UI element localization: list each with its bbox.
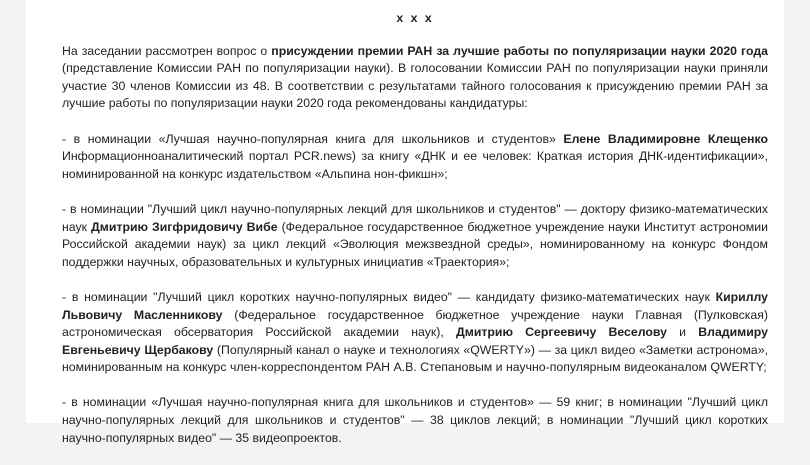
nomination-lectures-paragraph [62, 201, 768, 271]
nomination-lectures-text-1: - в номинации "Лучший цикл научно-популярных лекций для школьников и студентов" — доктору физико-математических наук [62, 201, 768, 234]
nomination-video-text-3: и [666, 325, 699, 340]
section-separator: x x x [396, 11, 434, 25]
nomination-video-text-1: - в номинации "Лучший цикл коротких научно-популярных видео" — кандидату физико-математических наук [62, 289, 716, 304]
intro-award-title: присуждении премии РАН за лучшие работы по популяризации науки 2020 года [271, 43, 768, 58]
summary-text: - в номинации «Лучшая научно-популярная книга для школьников и студентов» — 59 книг; в номинации "Лучший цикл научно-популярных лекций для школьников и студентов" — 38 циклов лекций; в номинации "Лучший цикл коротких научно-популярных видео" — 35 видеопроектов. [62, 395, 768, 445]
laureate-kleshchenko: Елене Владимировне Клещенко [563, 131, 768, 146]
nomination-book-paragraph [62, 131, 768, 184]
intro-text-1: На заседании рассмотрен вопрос о [62, 43, 272, 58]
nomination-book-text-2: Информационноаналитический портал PCR.news) за книгу «ДНК и ее человек: Краткая история ДНК-идентификации», номинированной на конкурс издательством «Альпина нон-фикшн»; [62, 149, 768, 181]
nomination-video-text-2: (Федеральное государственное бюджетное учреждение науки Главная (Пулковская) астрономическая обсерватория Российской академии наук), [62, 307, 768, 340]
laureate-maslennikov: Кириллу Львовичу Масленникову [62, 289, 768, 322]
intro-paragraph [62, 43, 768, 113]
laureate-shcherbakov: Владимиру Евгеньевичу Щербакову [62, 325, 768, 357]
laureate-vibe: Дмитрию Зигфридовичу Вибе [91, 219, 278, 234]
document-content [62, 10, 768, 465]
document-page [26, 0, 784, 445]
intro-text-2: (представление Комиссии РАН по популяризации науки). В голосовании Комиссии РАН по популяризации науки приняли участие 30 членов Комиссии из 48. В соответствии с результатами тайного голосования к присуждению премии РАН за лучшие работы по популяризации науки 2020 года рекомендованы кандидатуры: [62, 61, 768, 111]
nomination-lectures-text-2: (Федеральное государственное бюджетное учреждение науки Институт астрономии Российской академии наук) за цикл лекций «Эволюция межзвездной среды», номинированному на конкурс Фондом поддержки научных, образовательных и культурных инициатив «Траектория»; [62, 219, 769, 269]
nomination-video-text-4: (Популярный канал о науке и технологиях «QWERTY») — за цикл видео «Заметки астронома», номинированным на конкурс член-корреспондентом РАН А.В. Степановым и научно-популярным видеоканалом QWERTY; [62, 342, 768, 375]
nomination-book-text-1: - в номинации «Лучшая научно-популярная книга для школьников и студентов» [62, 131, 564, 146]
laureate-veselov: Дмитрию Сергеевичу Веселову [455, 325, 667, 340]
summary-paragraph [62, 394, 768, 447]
nomination-video-paragraph [62, 289, 768, 377]
